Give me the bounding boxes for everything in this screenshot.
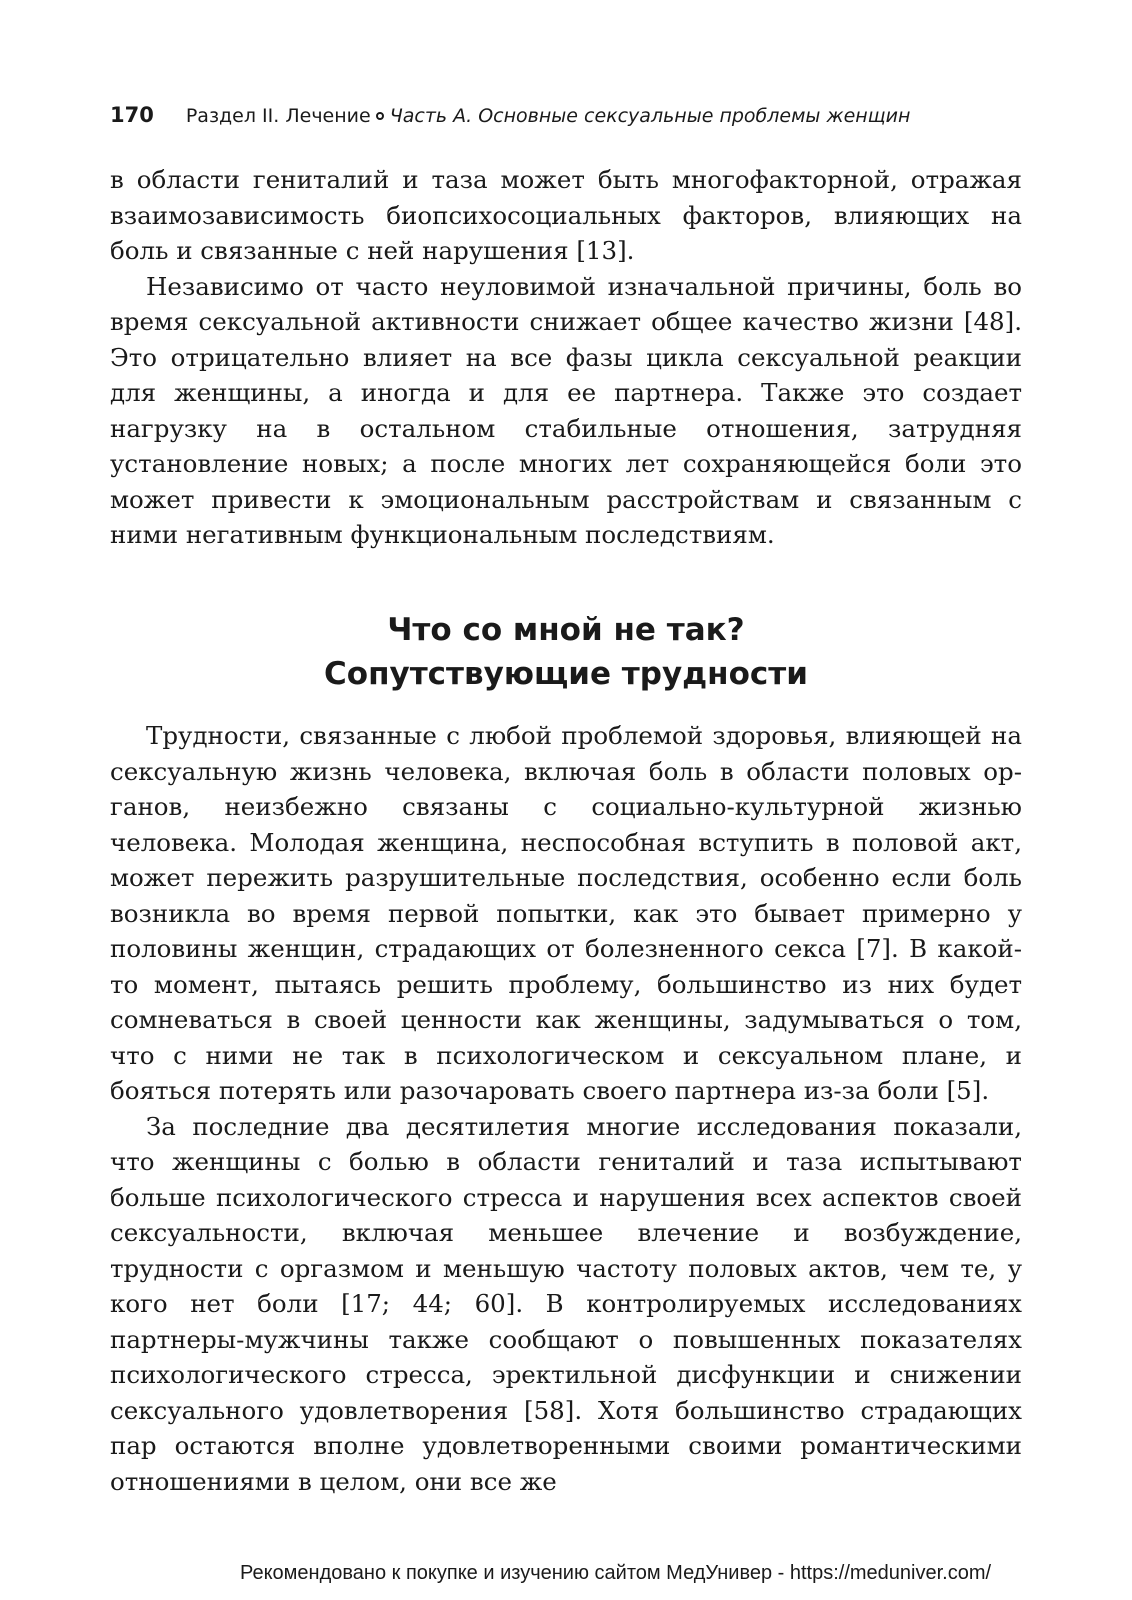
- paragraph-continuation: в области гениталий и таза может быть многофакторной, отражая взаимозависимость биопсихосоциальных факторов, влияющих на боль и связанные с ней нарушения [13].: [110, 165, 1022, 265]
- part-title: Часть А. Основные сексуальные проблемы женщин: [389, 105, 911, 127]
- body-text-bottom: [110, 718, 1022, 1499]
- heading-line-2: Сопутствующие трудности: [324, 656, 808, 692]
- paragraph: За последние два десятилетия многие исследования показали, что женщины с болью в области гениталий и таза испытывают больше психологического стресса и нарушения всех аспектов своей сексуальности, включая меньшее влечение и возбуждение, трудности с оргазмом и меньшую частоту половых актов, чем те, у кого нет боли [17; 44; 60]. В контролируемых исследованиях партнеры-мужчины также сообщают о повышенных показателях психологического стресса, эректильной дисфункции и снижении сексуального удовлетворения [58]. Хотя большинство страдающих пар остаются вполне удовлетворенными своими романтическими отношениями в целом, они все же: [110, 1111, 1022, 1496]
- page-number: 170: [110, 103, 154, 127]
- paragraph: Трудности, связанные с любой проблемой здоровья, влияющей на сексуальную жизнь человека, включая боль в области половых органов, неизбежно связаны с социально-культурной жизнью человека. Молодая женщина, неспособная вступить в половой акт, может пережить разрушительные последствия, особенно если боль возникла во время первой попытки, как это бывает примерно у половины женщин, страдающих от болезненного секса [7]. В какой-то момент, пытаясь решить проблему, большинство из них будет сомневаться в своей ценности как женщины, задумываться о том, что с ними не так в психологическом и сексуальном плане, и бояться потерять или разочаровать своего партнера из-за боли [5].: [110, 721, 1022, 1105]
- watermark-footer: Рекомендовано к покупке и изучению сайтом МедУнивер - https://meduniver.com/: [240, 1562, 992, 1584]
- section-title: Раздел II. Лечение: [185, 105, 371, 127]
- running-head: [110, 100, 1030, 131]
- section-heading: [110, 608, 1022, 696]
- body-text-top: [110, 162, 1022, 553]
- paragraph: Независимо от часто неуловимой изначальной причины, боль во время сексуальной активности снижает общее качество жизни [48]. Это отрицательно влияет на все фазы цикла сексуальной реакции для женщины, а иногда и для ее партнера. Также это создает нагрузку на в остальном стабильные отношения, затрудняя установление новых; а после многих лет сохраняющейся боли это может привести к эмоциональным расстройствам и связанным с ними негативным функциональным последствиям.: [110, 271, 1022, 549]
- heading-line-1: Что со мной не так?: [387, 612, 745, 648]
- bullet-icon: [376, 112, 384, 120]
